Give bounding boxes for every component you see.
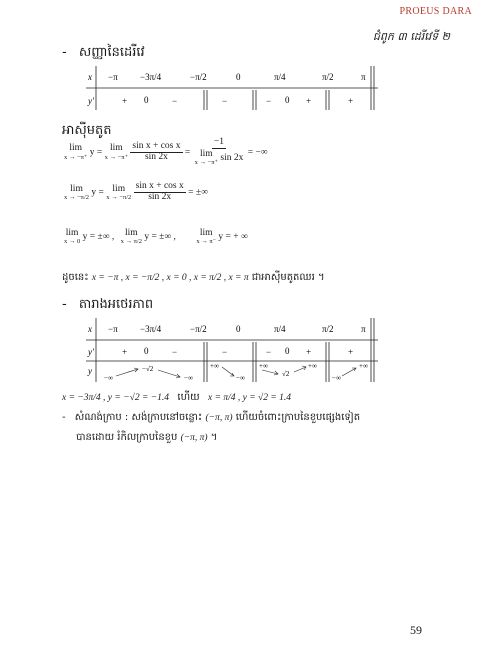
fraction-denominator: sin 2x [220,152,244,163]
lim-sub: x → π⁻ [196,238,217,246]
lim-sub: x → −π/2 [64,194,90,202]
xval: π [361,72,366,82]
limit-result: y = ±∞ , [144,231,176,242]
sign: + [122,347,128,357]
remark-interval: (−π, π) [205,413,233,423]
extremum-min: x = −3π/4 , y = −√2 = −1.4 [62,393,170,403]
row-label-yprime: y' [88,347,94,357]
sign: + [122,96,128,106]
fraction-numerator: sin x + cos x [135,181,184,191]
extremum-max: x = π/4 , y = √2 = 1.4 [207,393,292,403]
limit-line-3 [64,228,248,246]
lim-word: lim [199,228,213,238]
sign-section-heading [62,44,145,63]
lim-sub: x → −π⁺ [104,153,129,161]
extrema-line [62,390,291,405]
fraction-denominator: sin 2x [148,191,172,202]
sign: − [172,347,178,357]
sign: − [222,96,228,106]
remark-text: សំណង់ក្រាប : សង់ក្រាបនៅចន្លោះ [74,412,203,423]
xval: π/4 [274,324,286,334]
remark-interval: (−π, π) [180,433,208,443]
bullet: - [62,45,67,60]
y-value: +∞ [259,362,268,370]
conclusion-prefix: ដូចនេះ [62,272,89,283]
limit-line-2 [64,182,208,203]
eq-sign: = [96,147,103,158]
lim-word: lim [124,228,138,238]
xval: π/2 [322,324,334,334]
conclusion-math: x = −π , x = −π/2 , x = 0 , x = π/2 , x = π [91,273,249,283]
lim-sub: x → −π/2 [106,194,132,202]
chapter-header: ជំពូក ៣ ដេរីវេទី ២ [372,30,450,43]
y-value: +∞ [308,362,317,370]
limit-result: = −∞ [247,147,268,158]
remark-text: បានដោយ រំកិលក្រាបនៃខួប [76,432,178,443]
limit-line-1 [64,138,268,167]
sign: + [348,96,354,106]
xval: π/4 [274,72,286,82]
sign: + [306,96,312,106]
variation-section-heading [62,296,153,315]
lim-word: lim [112,183,126,194]
lim-word: lim [65,228,79,238]
remark-text: ។ [210,432,218,443]
xval: −3π/4 [140,324,162,334]
remark-line-1 [62,410,360,425]
xval: −π/2 [190,324,207,334]
sign: − [172,96,178,106]
sign: − [266,347,272,357]
xval: π [361,324,366,334]
sign: 0 [144,95,149,105]
row-label-x: x [88,324,92,334]
sign-table [86,66,386,112]
xval: −π [108,324,118,334]
sign-section-title: សញ្ញានៃដេរីវេ [78,45,145,60]
row-label-yprime: y' [88,96,94,106]
variation-table [86,318,386,384]
page-number: 59 [410,623,422,637]
xval: −π/2 [190,72,207,82]
limit-result: y = ±∞ , [82,231,115,242]
row-label-x: x [88,72,92,82]
limit-result: y = + ∞ [218,231,248,242]
lim-word: lim [199,148,213,159]
fraction-numerator: sin x + cos x [132,140,181,151]
y-value: √2 [282,370,290,378]
lim-lhs: y [91,187,97,198]
y-value: −√2 [142,365,154,373]
remark-line-2 [76,430,217,445]
xval: 0 [236,72,241,82]
remark-text: ហើយចំពោះក្រាបនៃខួបផ្សេងទៀត [235,412,361,423]
y-value: −∞ [236,374,245,382]
xval: −π [108,72,118,82]
row-label-y: y [88,366,92,376]
brand-watermark: PROEUS DARA [399,6,472,17]
fraction-denominator: sin 2x [144,151,168,162]
sign: − [266,96,272,106]
lim-lhs: y [89,147,95,158]
extremum-and: ហើយ [177,392,200,403]
lim-sub: x → −π⁺ [64,153,88,161]
xval: 0 [236,324,241,334]
sign: 0 [285,346,290,356]
lim-word: lim [109,143,123,154]
fraction-numerator: −1 [213,137,225,147]
lim-word: lim [69,143,83,154]
sign: 0 [285,95,290,105]
lim-sub: x → −π⁺ [194,159,218,167]
variation-title: តារាងអថេរភាព [78,297,154,312]
xval: −3π/4 [140,72,162,82]
y-value: −∞ [104,374,113,382]
sign: + [348,347,354,357]
lim-sub: x → 0 [64,238,81,246]
lim-word: lim [70,183,83,194]
eq-sign: = [184,147,191,158]
xval: π/2 [322,72,334,82]
y-value: +∞ [210,362,219,370]
asymptote-conclusion [62,270,325,285]
y-value: −∞ [184,374,193,382]
limit-result: = ±∞ [188,187,208,198]
conclusion-suffix: ជាអាស៊ីមតូតឈរ ។ [251,272,325,283]
bullet: - [62,297,67,312]
sign: 0 [144,346,149,356]
lim-sub: x → π/2 [120,238,142,246]
sign: + [306,347,312,357]
asymptote-title: អាស៊ីមតូត [62,123,112,138]
y-value: −∞ [332,374,341,382]
bullet: - [62,412,66,423]
y-value: +∞ [359,362,368,370]
sign: − [222,347,228,357]
eq-sign: = [98,187,104,198]
